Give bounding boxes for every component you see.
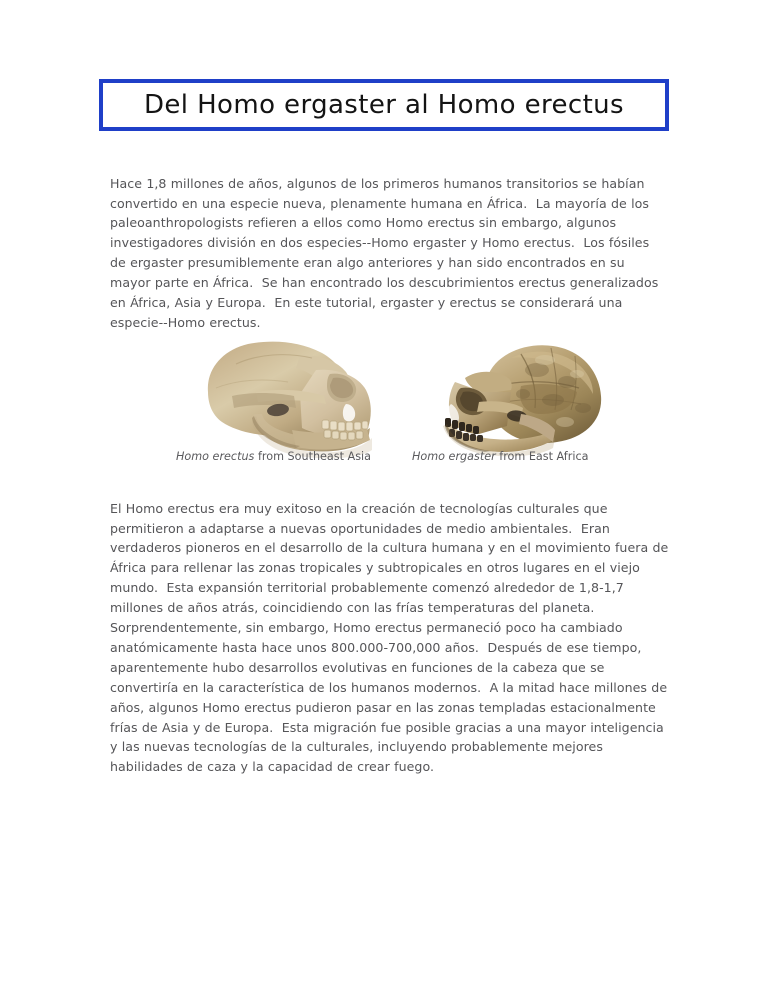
paragraph-intro: Hace 1,8 millones de años, algunos de los primeros humanos transitorios se habían convertido en una especie nueva, plenamente humana en África. La mayoría de los paleoanthropologists refieren a ellos como Homo erectus sin embargo, algunos investigadores división en dos especies--Homo ergaster y Homo erectus. Los fósiles de ergaster presumiblemente eran algo anteriores y han sido encontrados en su mayor parte en África. Se han encontrado los descubrimientos erectus generalizados en África, Asia y Europa. En este tutorial, ergaster y erectus se considerará una especie--Homo erectus.: [110, 175, 663, 330]
figure-homo-erectus: [186, 330, 406, 460]
caption-species-name: Homo erectus: [176, 450, 255, 463]
caption-species-name: Homo ergaster: [412, 450, 496, 463]
figure-homo-ergaster: [420, 330, 620, 460]
caption-homo-erectus: [176, 450, 371, 464]
homo-erectus-skull-image: [196, 330, 396, 460]
caption-location: from East Africa: [495, 450, 589, 463]
homo-ergaster-skull-image: [425, 330, 615, 460]
figure-row: [0, 330, 768, 480]
page-title: Del Homo ergaster al Homo erectus: [143, 90, 625, 120]
caption-location: from Southeast Asia: [254, 450, 372, 463]
caption-homo-ergaster: [412, 450, 588, 464]
paragraph-body: El Homo erectus era muy exitoso en la creación de tecnologías culturales que permitieron a adaptarse a nuevas oportunidades de medio ambientales. Eran verdaderos pioneros en el desarrollo de la cultura humana y en el movimiento fuera de África para rellenar las zonas tropicales y subtropicales en otros lugares en el viejo mundo. Esta expansión territorial probablemente comenzó alrededor de 1,8-1,7 millones de años atrás, coincidiendo con las frías temperaturas del planeta. Sorprendentemente, sin embargo, Homo erectus permaneció poco ha cambiado anatómicamente hasta hace unos 800.000-700,000 años. Después de ese tiempo, aparentemente hubo desarrollos evolutivas en funciones de la cabeza que se convertiría en la característica de los humanos modernos. A la mitad hace millones de años, algunos Homo erectus pudieron pasar en las zonas templadas estacionalmente frías de Asia y de Europa. Esta migración fue posible gracias a una mayor inteligencia y las nuevas tecnologías de la culturales, incluyendo probablemente mejores habilidades de caza y la capacidad de crear fuego.: [110, 500, 673, 775]
title-banner: [99, 79, 669, 131]
